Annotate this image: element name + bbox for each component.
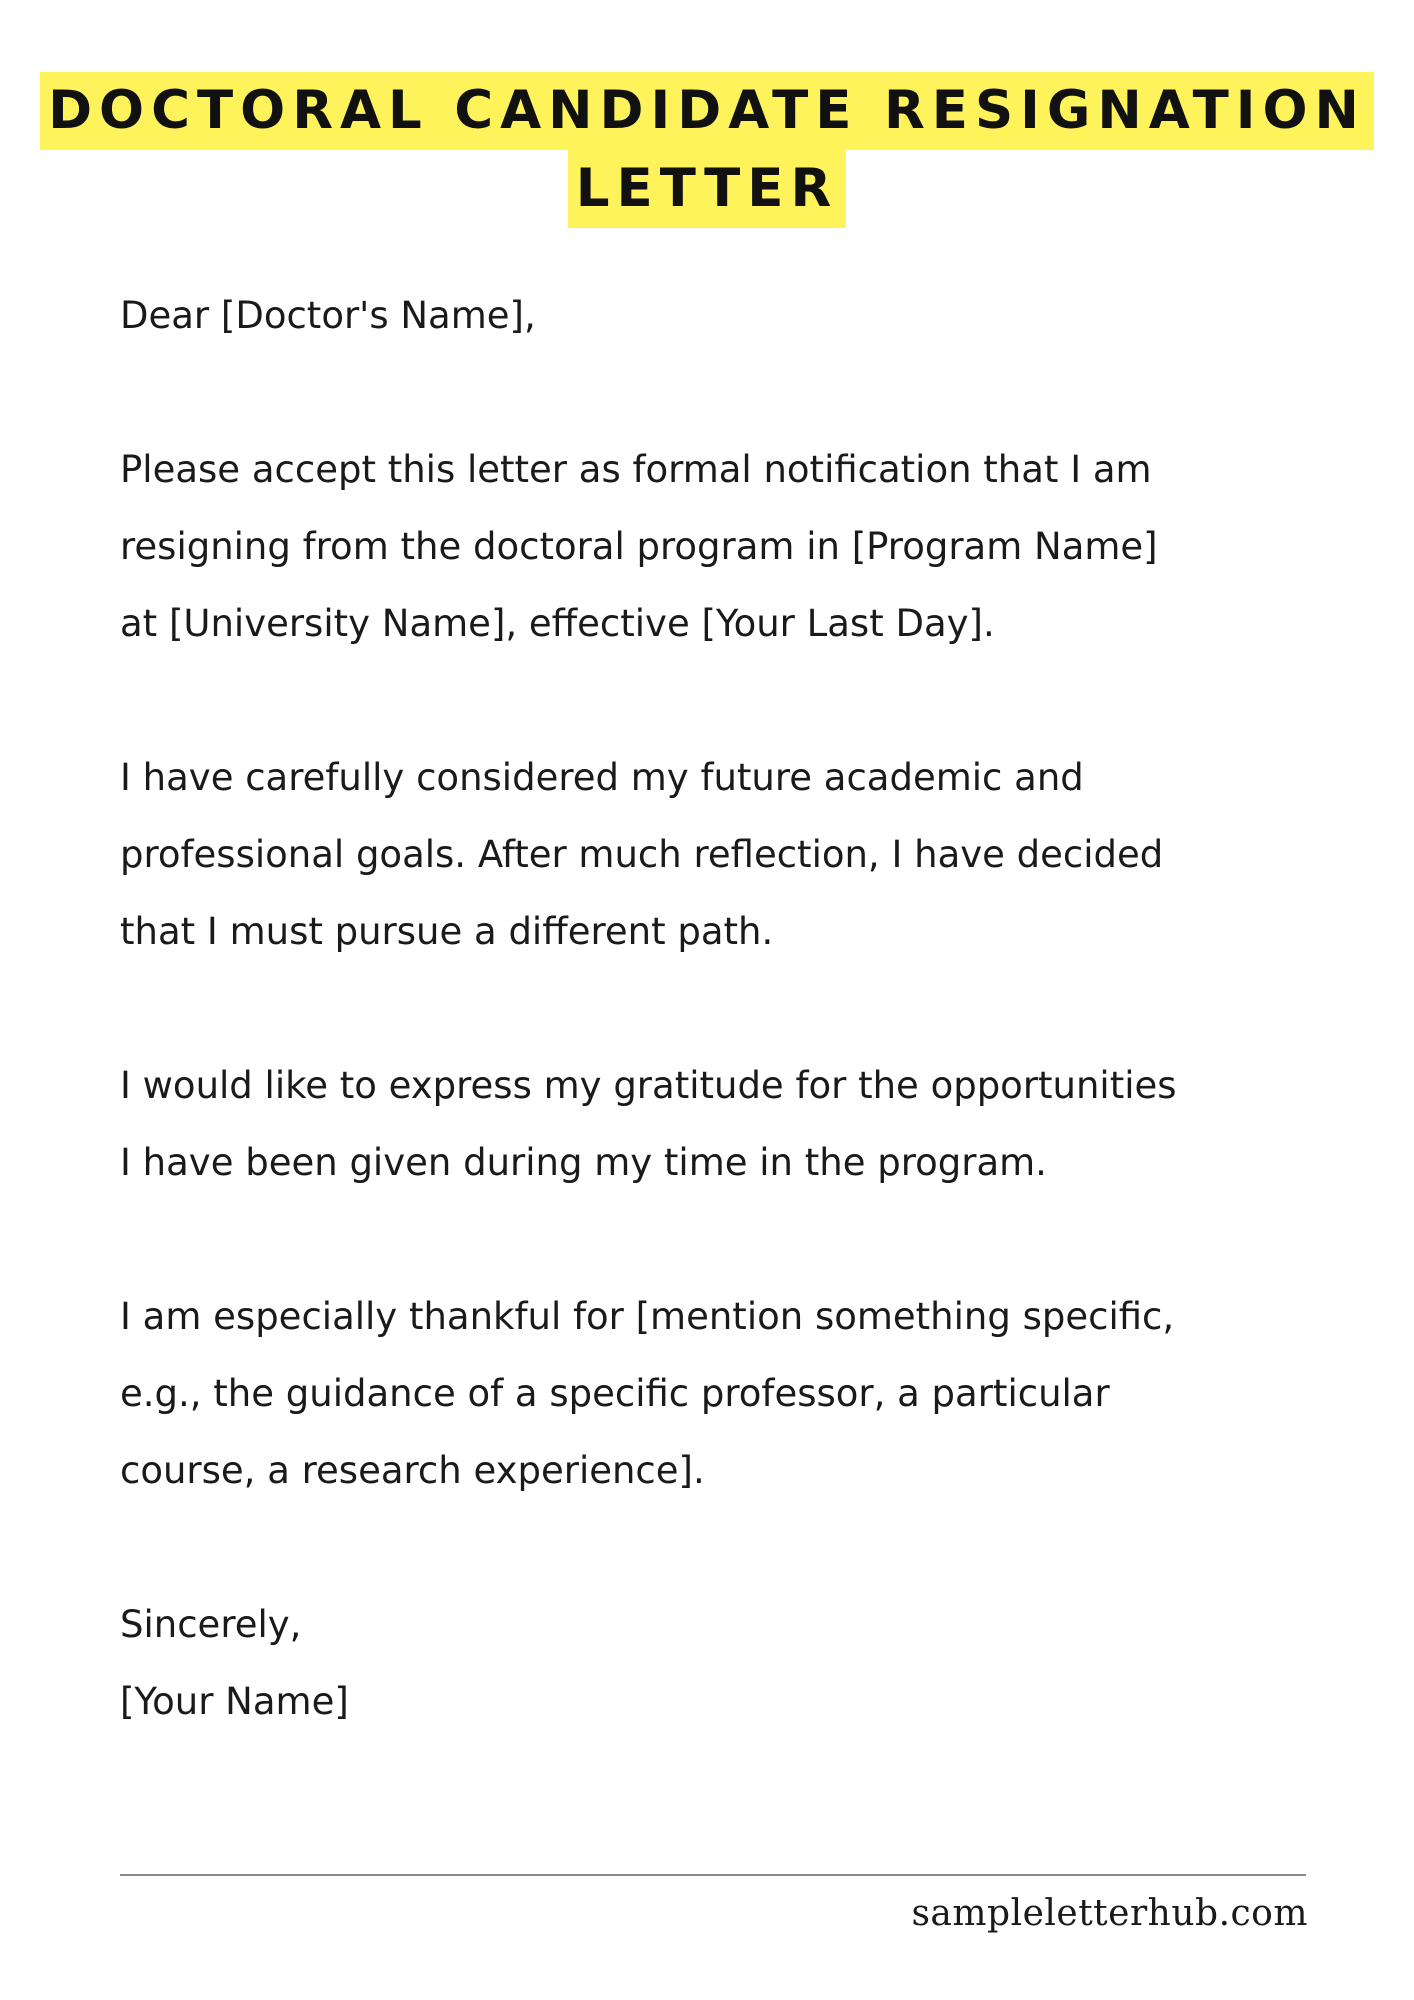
paragraph-line: that I must pursue a different path. [120, 910, 774, 953]
paragraph-line: I would like to express my gratitude for the opportunities [120, 1064, 1177, 1107]
footer-website: sampleletterhub.com [911, 1893, 1308, 1934]
paragraph-line: professional goals. After much reflection, I have decided [120, 833, 1164, 876]
letter-body [120, 277, 1360, 1740]
paragraph-line: I am especially thankful for [mention something specific, [120, 1295, 1175, 1338]
paragraph-line: e.g., the guidance of a specific professor, a particular [120, 1372, 1110, 1415]
paragraph-line: at [University Name], effective [Your Last Day]. [120, 602, 995, 645]
paragraph-line: I have carefully considered my future academic and [120, 756, 1084, 799]
signature: [Your Name] [120, 1680, 349, 1723]
page-title [0, 72, 1414, 228]
paragraph-line: I have been given during my time in the program. [120, 1141, 1047, 1184]
closing: Sincerely, [120, 1603, 302, 1646]
paragraph-reflection [120, 739, 1360, 970]
salutation: Dear [Doctor's Name], [120, 294, 536, 337]
paragraph-gratitude [120, 1047, 1360, 1201]
paragraph-line: course, a research experience]. [120, 1449, 705, 1492]
footer-divider [120, 1874, 1306, 1876]
paragraph-notification [120, 431, 1360, 662]
closing-block [120, 1586, 1360, 1740]
paragraph-line: resigning from the doctoral program in [Program Name] [120, 525, 1158, 568]
paragraph-thanks [120, 1278, 1360, 1509]
title-line-2: LETTER [568, 150, 847, 228]
paragraph-line: Please accept this letter as formal notification that I am [120, 448, 1152, 491]
title-line-1: DOCTORAL CANDIDATE RESIGNATION [40, 72, 1374, 150]
